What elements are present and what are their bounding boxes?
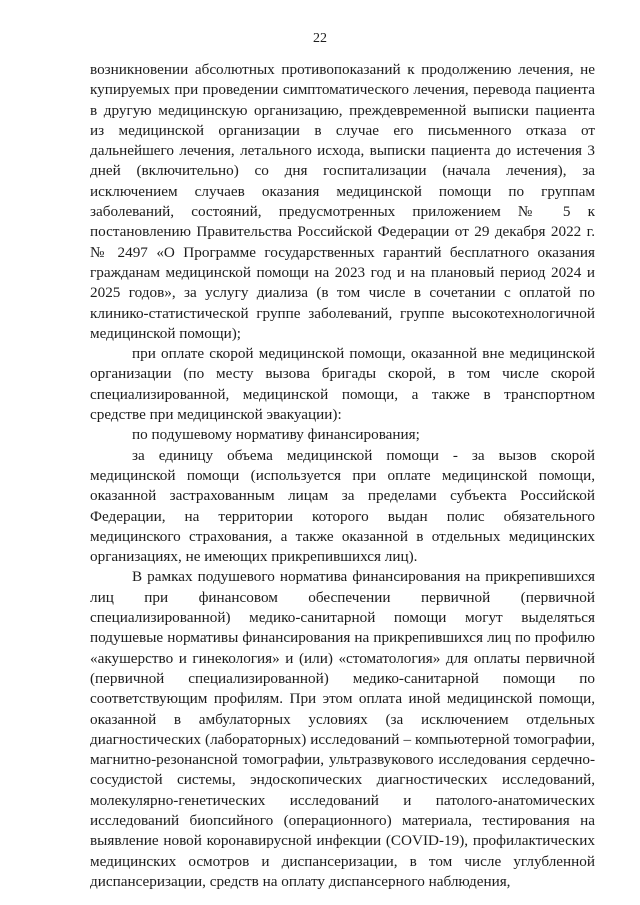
paragraph-per-capita-framework: В рамках подушевого норматива финансирования на прикрепившихся лиц при финансовом обеспечении первичной (первичной специализированной) медико-санитарной помощи могут выделяться подушевые нормативы финансирования на прикрепившихся лиц по профилю «акушерство и гинекология» и (или) «стоматология» для оплаты первичной (первичной специализированной) медико-санитарной помощи по соответствующим профилям. При этом оплата иной медицинской помощи, оказанной в амбулаторных условиях (за исключением отдельных диагностических (лабораторных) исследований – компьютерной томографии, магнитно-резонансной томографии, ультразвукового исследования сердечно-сосудистой системы, эндоскопических диагностических исследований, молекулярно-генетических исследований и патолого-анатомических исследований биопсийного (операционного) материала, тестирования на выявление новой коронавирусной инфекции (COVID-19), профилактических медицинских осмотров и диспансеризации, в том числе углубленной диспансеризации, средств на оплату диспансерного наблюдения, — [90, 568, 595, 890]
paragraph-ambulance-payment: при оплате скорой медицинской помощи, оказанной вне медицинской организации (по месту вызова бригады скорой, в том числе скорой специализированной, медицинской помощи, а также в транспортном средстве при медицинской эвакуации): — [90, 345, 595, 424]
paragraph-continuation: возникновении абсолютных противопоказаний к продолжению лечения, не купируемых при проведении симптоматического лечения, перевода пациента в другую медицинскую организацию, преждевременной выписки пациента из медицинской организации в случае его письменного отказа от дальнейшего лечения, летального исхода, выписки пациента до истечения 3 дней (включительно) со дня госпитализации (начала лечения), за исключением случаев оказания медицинской помощи по группам заболеваний, состояний, предусмотренных приложением № 5 к постановлению Правительства Российской Федерации от 29 декабря 2022 г. № 2497 «О Программе государственных гарантий бесплатного оказания гражданам медицинской помощи на 2023 год и на плановый период 2024 и 2025 годов», за услугу диализа (в том числе в сочетании с оплатой по клинико-статистической группе заболеваний, группе высокотехнологичной медицинской помощи); — [90, 61, 595, 342]
document-body — [90, 60, 595, 892]
paragraph-per-capita-norm: по подушевому нормативу финансирования; — [132, 426, 420, 444]
page-number: 22 — [313, 31, 327, 46]
paragraph-unit-of-volume: за единицу объема медицинской помощи - за вызов скорой медицинской помощи (используется при оплате медицинской помощи, оказанной застрахованным лицам за пределами субъекта Российской Федерации, на территории которого выдан полис обязательного медицинского страхования, а также оказанной в отдельных медицинских организациях, не имеющих прикрепившихся лиц). — [90, 446, 595, 566]
